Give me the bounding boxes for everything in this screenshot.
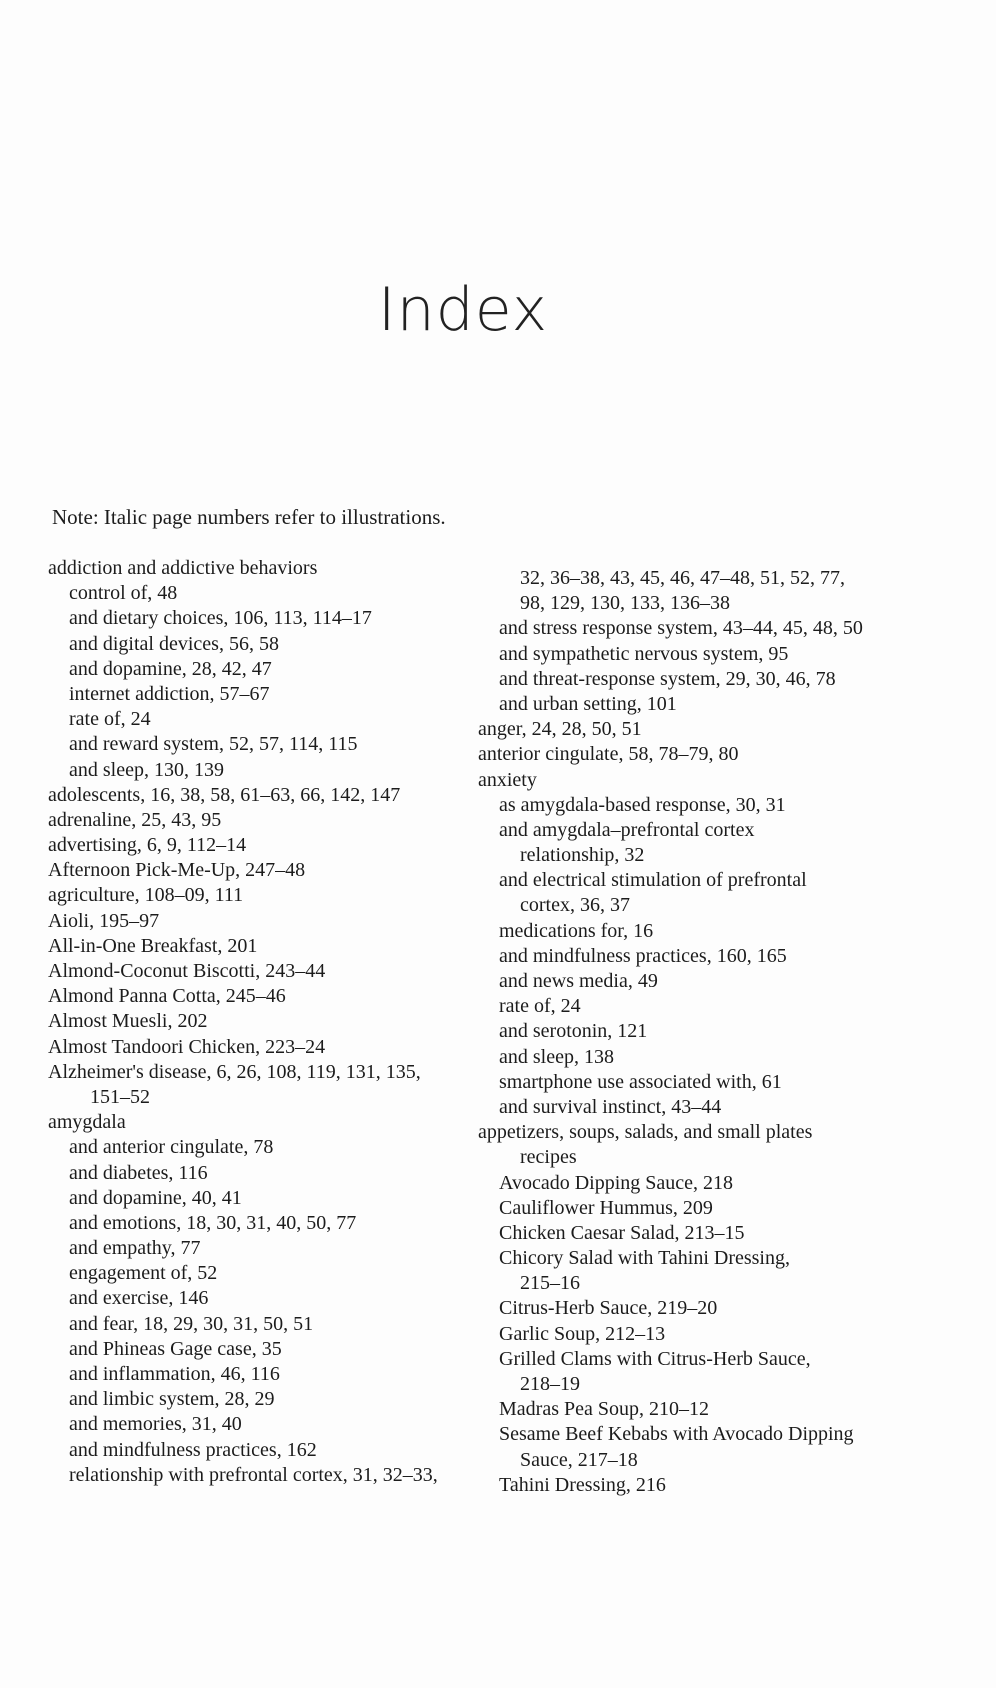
index-subentry: Chicory Salad with Tahini Dressing,	[499, 1247, 790, 1270]
index-subentry: and dopamine, 40, 41	[69, 1186, 242, 1209]
index-subentry: and emotions, 18, 30, 31, 40, 50, 77	[69, 1211, 357, 1234]
index-subentry: and empathy, 77	[69, 1237, 201, 1260]
index-subentry: and exercise, 146	[69, 1287, 209, 1310]
index-subentry: Cauliflower Hummus, 209	[499, 1196, 713, 1219]
index-subentry: and amygdala–prefrontal cortex	[499, 818, 755, 841]
index-subentry: as amygdala-based response, 30, 31	[499, 793, 786, 816]
index-subentry: and electrical stimulation of prefrontal	[499, 869, 807, 892]
index-subentry: and mindfulness practices, 160, 165	[499, 944, 787, 967]
index-subentry: Tahini Dressing, 216	[499, 1473, 666, 1496]
index-entry: anterior cingulate, 58, 78–79, 80	[478, 743, 739, 766]
index-column-left	[48, 556, 438, 1488]
index-entry: Afternoon Pick-Me-Up, 247–48	[48, 859, 306, 882]
index-continuation: Sauce, 217–18	[520, 1448, 638, 1471]
index-column-right	[478, 566, 863, 1498]
index-subentry: Sesame Beef Kebabs with Avocado Dipping	[499, 1423, 854, 1446]
index-subentry: and inflammation, 46, 116	[69, 1363, 280, 1385]
index-subentry: relationship with prefrontal cortex, 31, 32–33,	[69, 1463, 438, 1486]
index-subentry: and stress response system, 43–44, 45, 48, 50	[499, 617, 863, 640]
index-subentry: and reward system, 52, 57, 114, 115	[69, 733, 358, 756]
index-entry: Almond-Coconut Biscotti, 243–44	[48, 960, 326, 982]
index-subentry: and sympathetic nervous system, 95	[499, 642, 789, 665]
index-entry: Alzheimer's disease, 6, 26, 108, 119, 131, 135,	[48, 1060, 421, 1083]
index-subentry: and dietary choices, 106, 113, 114–17	[69, 607, 372, 630]
index-subentry: rate of, 24	[69, 708, 151, 731]
index-entry: Aioli, 195–97	[48, 909, 160, 932]
index-continuation: 218–19	[520, 1373, 580, 1395]
index-subentry: and survival instinct, 43–44	[499, 1095, 722, 1118]
index-entry: anxiety	[478, 768, 537, 791]
index-subentry: smartphone use associated with, 61	[499, 1070, 782, 1093]
index-subentry: and anterior cingulate, 78	[69, 1136, 274, 1159]
index-subentry: and Phineas Gage case, 35	[69, 1337, 282, 1360]
index-subentry: and mindfulness practices, 162	[69, 1438, 317, 1461]
index-subentry: and fear, 18, 29, 30, 31, 50, 51	[69, 1312, 314, 1335]
index-subentry: and urban setting, 101	[499, 692, 677, 715]
index-subentry: medications for, 16	[499, 919, 654, 942]
index-continuation: 215–16	[520, 1272, 580, 1295]
index-subentry: and diabetes, 116	[69, 1161, 208, 1184]
index-note: Note: Italic page numbers refer to illustrations.	[52, 505, 446, 529]
index-entry: Almost Muesli, 202	[48, 1010, 208, 1033]
index-entry: adrenaline, 25, 43, 95	[48, 808, 222, 831]
index-entry: agriculture, 108–09, 111	[48, 884, 244, 907]
index-entry: amygdala	[48, 1111, 126, 1134]
index-subentry: and sleep, 130, 139	[69, 758, 224, 781]
index-subentry: and digital devices, 56, 58	[69, 632, 279, 655]
index-entry: All-in-One Breakfast, 201	[48, 934, 258, 957]
index-subentry: internet addiction, 57–67	[69, 682, 270, 705]
index-subentry: control of, 48	[69, 582, 178, 605]
index-subentry: rate of, 24	[499, 995, 581, 1018]
index-subentry: and sleep, 138	[499, 1045, 614, 1068]
index-subentry: Avocado Dipping Sauce, 218	[499, 1171, 734, 1194]
page-title: Index	[377, 275, 549, 345]
index-subentry: Chicken Caesar Salad, 213–15	[499, 1221, 745, 1244]
index-subentry: and memories, 31, 40	[69, 1413, 242, 1436]
index-continuation: 151–52	[90, 1085, 150, 1108]
index-subentry: Garlic Soup, 212–13	[499, 1322, 666, 1345]
index-subentry: and serotonin, 121	[499, 1020, 648, 1043]
index-entry: addiction and addictive behaviors	[48, 557, 318, 579]
index-entry: Almond Panna Cotta, 245–46	[48, 985, 286, 1008]
index-subentry: Madras Pea Soup, 210–12	[499, 1398, 709, 1421]
index-subentry: and threat-response system, 29, 30, 46, 78	[499, 667, 836, 690]
index-subentry: Citrus-Herb Sauce, 219–20	[499, 1297, 718, 1320]
index-entry: appetizers, soups, salads, and small plates	[478, 1121, 813, 1144]
index-subentry: and news media, 49	[499, 970, 658, 992]
index-subentry: and dopamine, 28, 42, 47	[69, 657, 272, 680]
index-continuation: relationship, 32	[520, 844, 645, 867]
index-entry: anger, 24, 28, 50, 51	[478, 718, 642, 741]
index-continuation: recipes	[520, 1146, 577, 1169]
index-subentry: and limbic system, 28, 29	[69, 1388, 275, 1411]
index-entry: advertising, 6, 9, 112–14	[48, 834, 247, 857]
index-entry: Almost Tandoori Chicken, 223–24	[48, 1035, 326, 1058]
index-entry: adolescents, 16, 38, 58, 61–63, 66, 142, 147	[48, 783, 401, 806]
index-continuation: cortex, 36, 37	[520, 894, 630, 917]
index-continuation: 98, 129, 130, 133, 136–38	[520, 592, 730, 615]
index-subentry: Grilled Clams with Citrus-Herb Sauce,	[499, 1347, 811, 1370]
index-subentry: engagement of, 52	[69, 1262, 218, 1285]
index-continuation: 32, 36–38, 43, 45, 46, 47–48, 51, 52, 77,	[520, 567, 845, 589]
